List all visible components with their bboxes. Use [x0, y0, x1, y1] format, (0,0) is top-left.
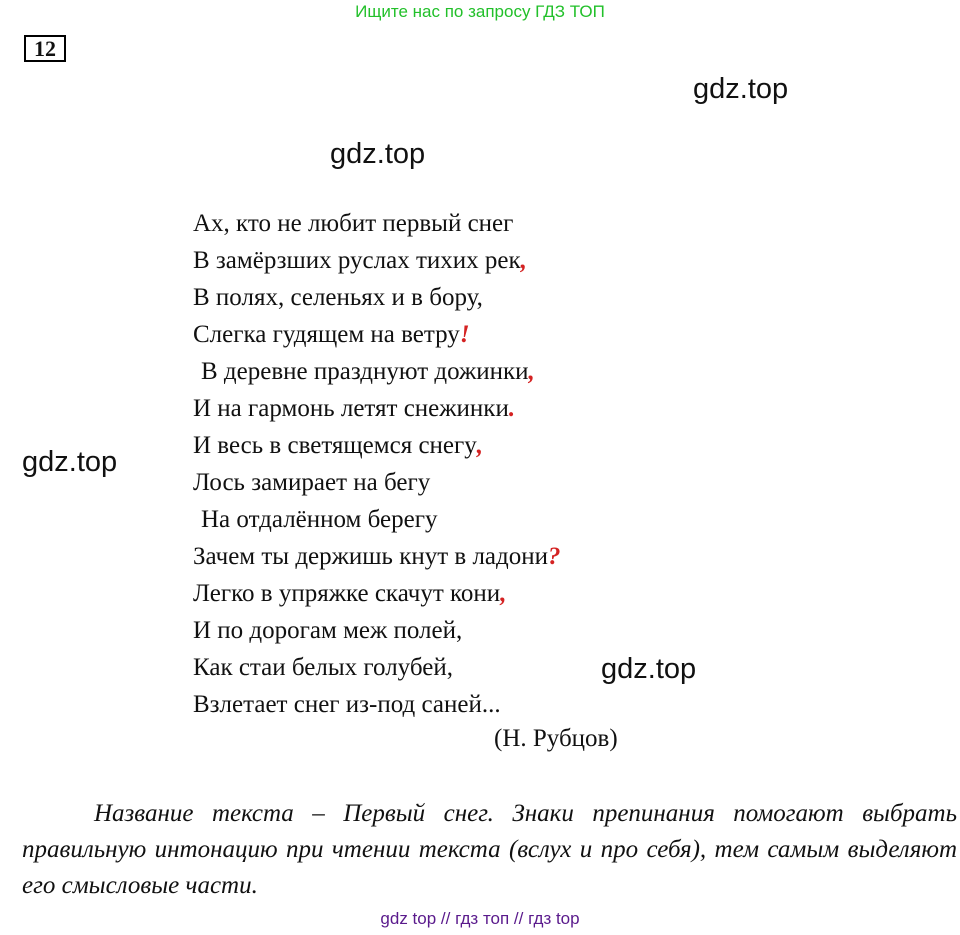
poem-line-text: И на гармонь летят снежинки — [193, 395, 509, 422]
poem-line-text: Слегка гудящем на ветру — [193, 321, 460, 348]
poem-line — [193, 464, 561, 501]
bottom-footer: gdz top // гдз топ // гдз top — [380, 909, 580, 928]
poem-line — [193, 575, 561, 612]
poem-line-text: Лось замирает на бегу — [193, 469, 431, 496]
poem-line — [193, 501, 561, 538]
poem-line-text: И по дорогам меж полей, — [193, 617, 463, 644]
poem — [193, 205, 561, 723]
task-number: 12 — [24, 35, 66, 62]
poem-line — [193, 390, 561, 427]
poem-line — [193, 427, 561, 464]
poem-author: (Н. Рубцов) — [494, 725, 618, 752]
poem-line-text: В деревне празднуют дожинки — [201, 358, 529, 385]
poem-line-text: Взлетает снег из-под саней... — [193, 691, 501, 718]
poem-line-text: На отдалённом берегу — [201, 506, 438, 533]
poem-line — [193, 353, 561, 390]
poem-line-text: В замёрзших руслах тихих рек — [193, 247, 521, 274]
poem-line-text: Как стаи белых голубей, — [193, 654, 453, 681]
punctuation-mark: , — [500, 580, 507, 607]
watermark: gdz.top — [693, 73, 789, 105]
watermark: gdz.top — [601, 653, 697, 685]
poem-line — [193, 538, 561, 575]
poem-line — [193, 686, 561, 723]
poem-line-text: Ах, кто не любит первый снег — [193, 210, 514, 237]
poem-line-text: Зачем ты держишь кнут в ладони — [193, 543, 549, 570]
answer-paragraph: Название текста – Первый снег. Знаки препинания помогают выбрать правильную интонацию при чтении текста (вслух и про себя), тем самым выделяют его смысловые части. — [22, 800, 957, 899]
poem-line — [193, 242, 561, 279]
top-banner: Ищите нас по запросу ГДЗ ТОП — [355, 2, 605, 21]
poem-line — [193, 612, 561, 649]
watermark: gdz.top — [22, 446, 118, 478]
watermark: gdz.top — [330, 138, 426, 170]
punctuation-mark: . — [508, 395, 516, 422]
punctuation-mark: , — [528, 358, 535, 385]
punctuation-mark: ! — [459, 321, 470, 348]
poem-line — [193, 205, 561, 242]
punctuation-mark: , — [476, 432, 484, 459]
poem-line-text: Легко в упряжке скачут кони — [193, 580, 501, 607]
punctuation-mark: ? — [548, 543, 561, 570]
poem-line — [193, 316, 561, 353]
poem-line — [193, 279, 561, 316]
poem-line-text: В полях, селеньях и в бору, — [193, 284, 483, 311]
poem-line — [193, 649, 561, 686]
poem-line-text: И весь в светящемся снегу — [193, 432, 477, 459]
punctuation-mark: , — [520, 247, 527, 274]
answer-text — [22, 796, 957, 904]
